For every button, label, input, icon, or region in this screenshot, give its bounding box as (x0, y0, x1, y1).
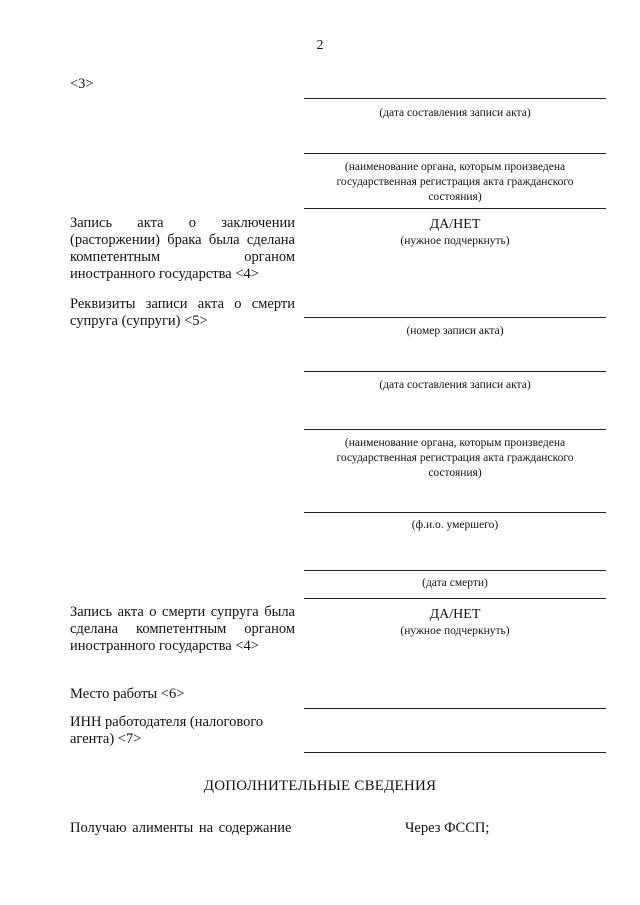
death-foreign-label: Запись акта о смерти супруга была сделана компетентным органом иностранного государства <4> (70, 604, 295, 654)
alimony-label: Получаю алименты на содержание (70, 820, 292, 836)
death-date-of-death-line (304, 570, 606, 571)
marriage-organ-line (304, 153, 606, 154)
death-number-line (304, 317, 606, 318)
death-date-caption: (дата составления записи акта) (379, 379, 531, 391)
employer-inn-line (304, 752, 606, 753)
death-block-bottom-line (304, 598, 606, 599)
marriage-underline-hint: (нужное подчеркнуть) (400, 235, 510, 247)
marriage-organ-bottom-line (304, 208, 606, 209)
death-yes-no: ДА/НЕТ (429, 607, 481, 622)
marriage-yes-no: ДА/НЕТ (429, 217, 481, 232)
marriage-date-line (304, 98, 606, 99)
marriage-foreign-label: Запись акта о заключении (расторжении) брака была сделана компетентным органом иностранного государства <4> (70, 215, 295, 282)
additional-info-title: ДОПОЛНИТЕЛЬНЫЕ СВЕДЕНИЯ (203, 778, 437, 794)
deceased-fio-caption: (ф.и.о. умершего) (411, 519, 499, 531)
death-number-caption: (номер записи акта) (406, 325, 504, 337)
marriage-organ-caption: (наименование органа, которым произведена государственная регистрация акта гражданского состояния) (336, 161, 574, 203)
death-date-of-death-caption: (дата смерти) (422, 577, 488, 589)
page-number: 2 (316, 38, 324, 53)
alimony-value: Через ФССП; (405, 820, 490, 836)
marriage-date-caption: (дата составления записи акта) (379, 107, 531, 119)
workplace-line (304, 708, 606, 709)
death-date-line (304, 371, 606, 372)
death-underline-hint: (нужное подчеркнуть) (400, 625, 510, 637)
deceased-fio-line (304, 512, 606, 513)
workplace-label: Место работы <6> (70, 686, 185, 702)
note-reference: <3> (70, 76, 94, 92)
employer-inn-label: ИНН работодателя (налогового агента) <7> (70, 714, 264, 747)
death-organ-line (304, 429, 606, 430)
death-organ-caption: (наименование органа, которым произведена государственная регистрация акта гражданского состояния) (336, 437, 574, 479)
death-record-label: Реквизиты записи акта о смерти супруга (супруги) <5> (70, 296, 295, 329)
